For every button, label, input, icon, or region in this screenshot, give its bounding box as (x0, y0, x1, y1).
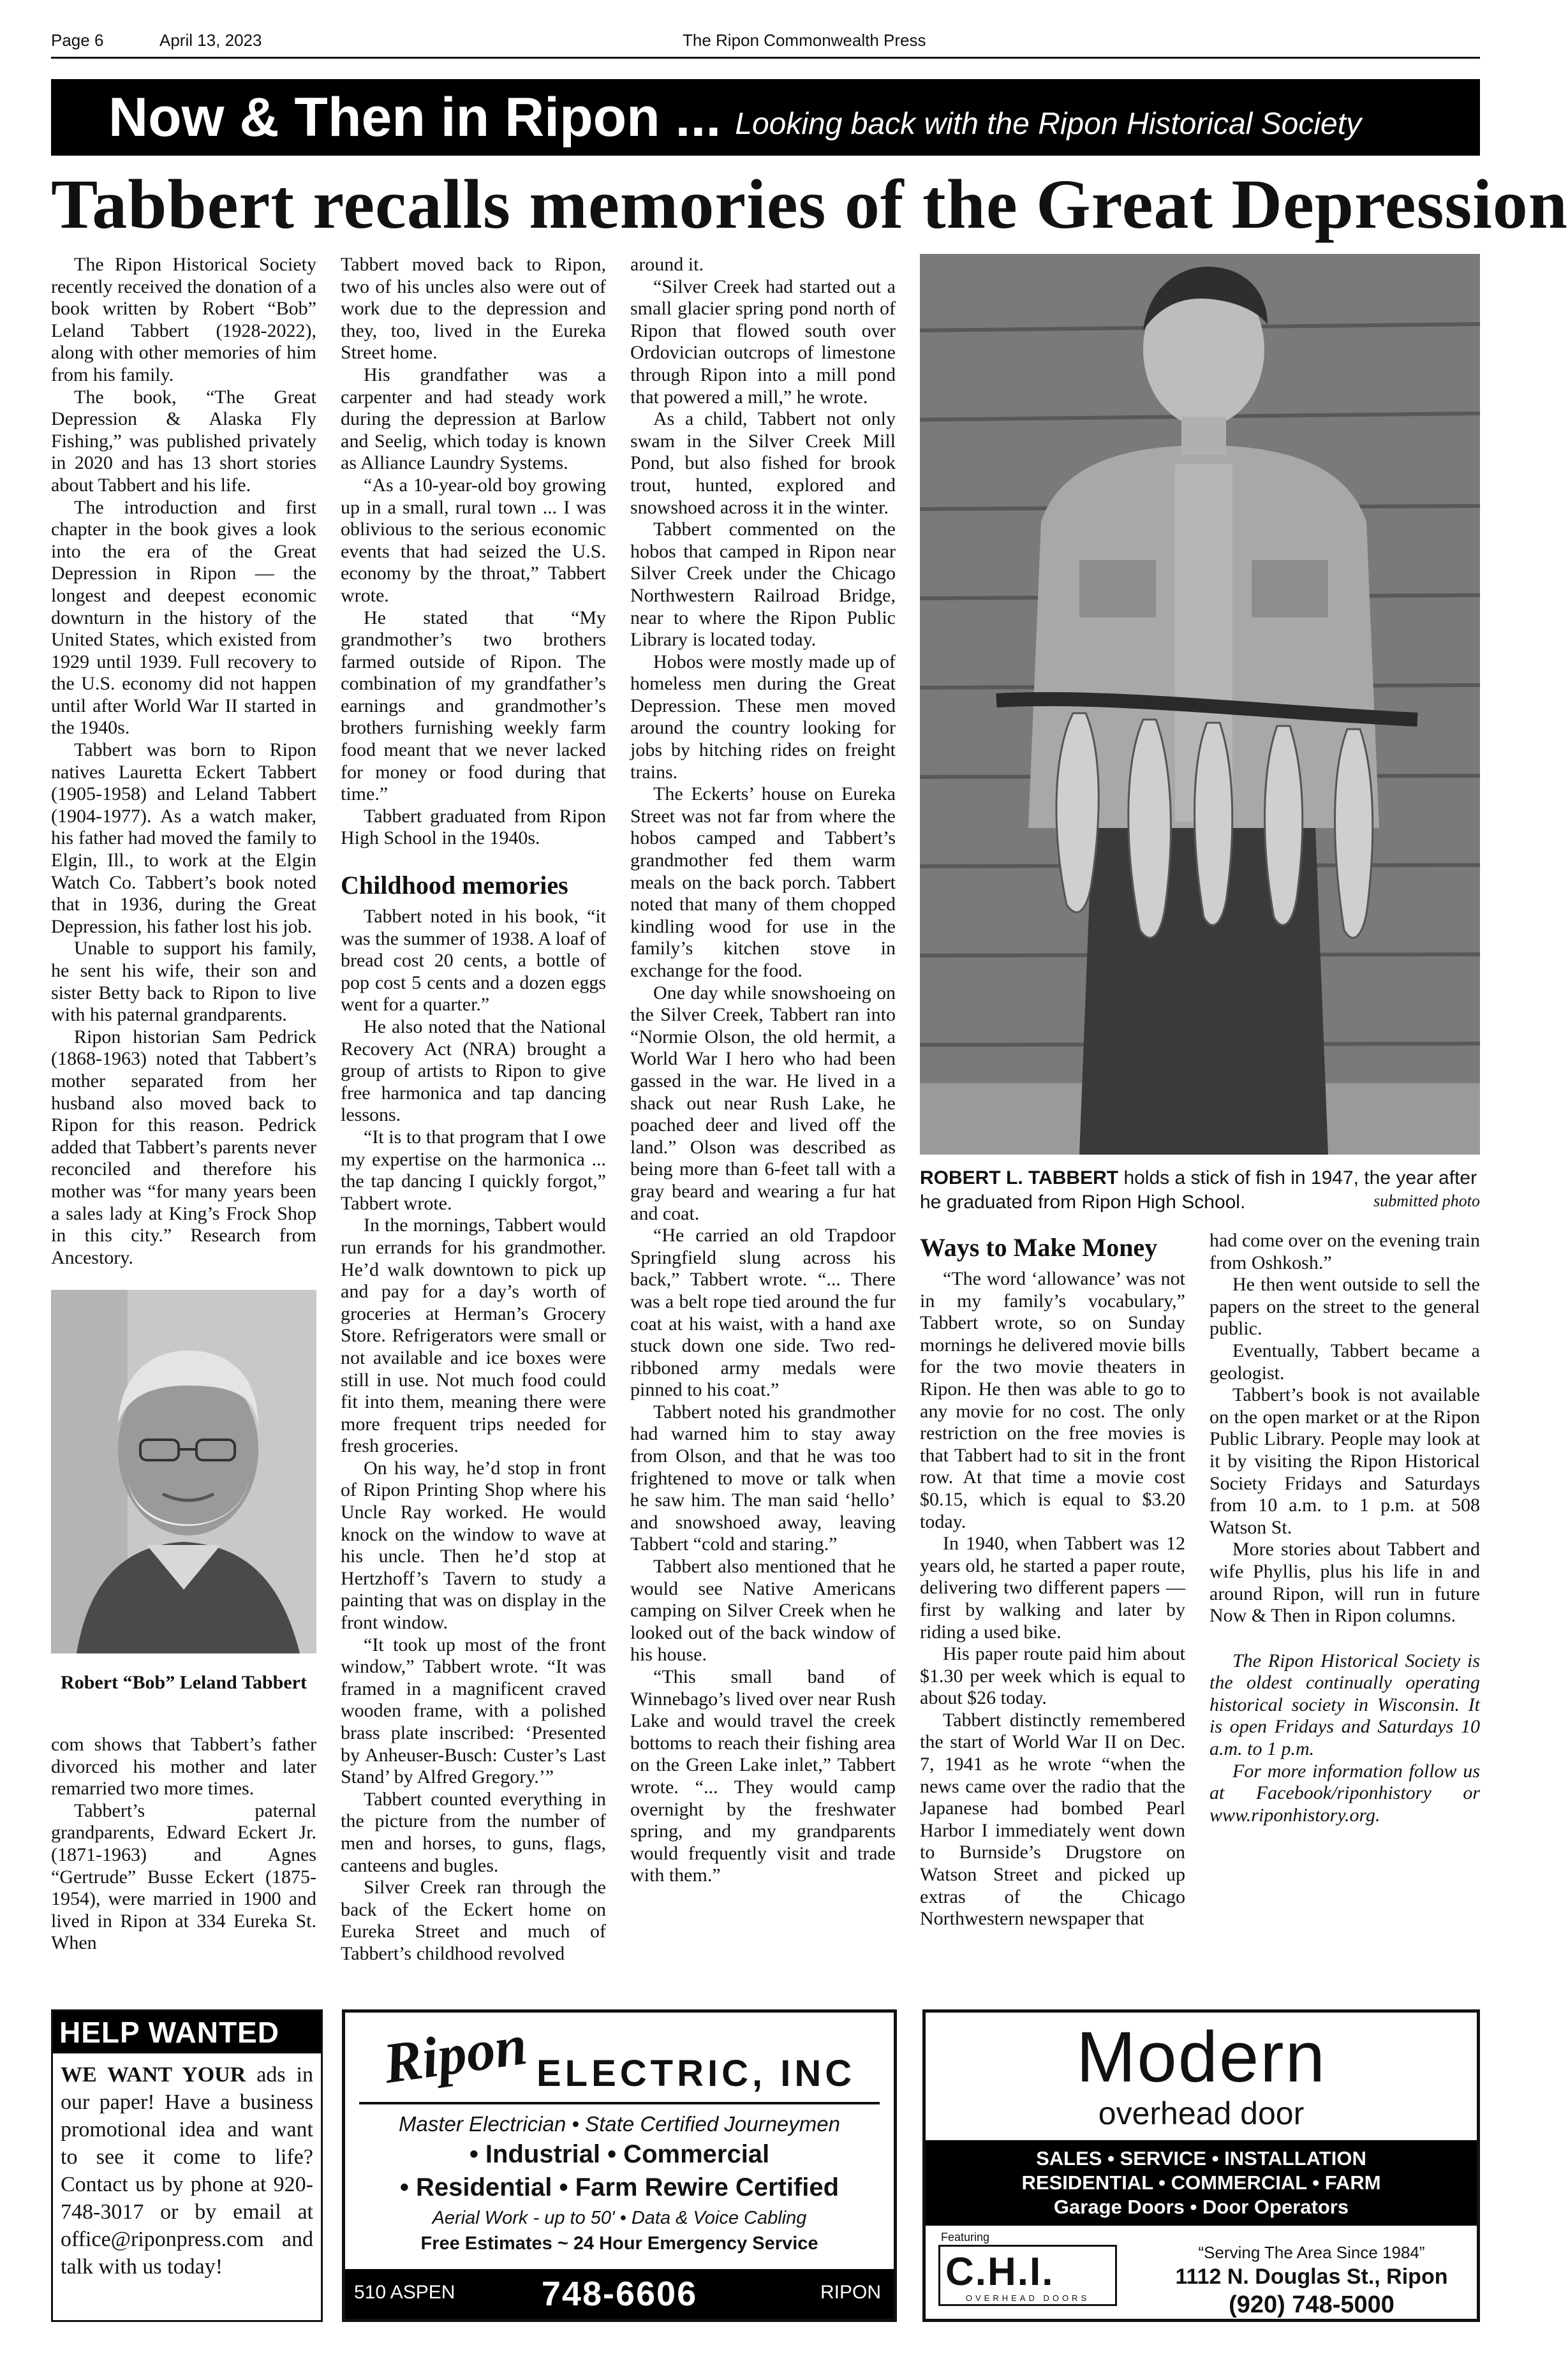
paragraph: Tabbert moved back to Ripon, two of his uncles also were out of work due to the depression and they, too, lived in the Eureka Street home. (341, 254, 606, 364)
article-headline: Tabbert recalls memories of the Great Depression (51, 165, 1568, 243)
paragraph: The book, “The Great Depression & Alaska Fly Fishing,” was published privately in 2020 and has 13 short stories about Tabbert and his life. (51, 386, 316, 496)
paragraph: Hobos were mostly made up of homeless men during the Great Depression. These men moved around the country looking for jobs by hitching rides on freight trains. (630, 651, 896, 783)
paragraph: “It is to that program that I owe my expertise on the harmonica ... the tap dancing I quickly forgot,” Tabbert wrote. (341, 1126, 606, 1214)
photo-credit: submitted photo (1373, 1192, 1480, 1210)
subheading-ways-to-make-money: Ways to Make Money (920, 1233, 1158, 1262)
paragraph: He also noted that the National Recovery Act (NRA) brought a group of artists to Ripon to give free harmonica and tap dancing lessons. (341, 1016, 606, 1126)
article-column-2 (341, 254, 606, 1964)
main-photo-illustration (920, 254, 1480, 1155)
paragraph: Tabbert graduated from Ripon High School in the 1940s. (341, 805, 606, 849)
help-wanted-text (53, 2053, 321, 2288)
services-line: Garage Doors • Door Operators (1053, 2196, 1349, 2218)
article-column-4 (920, 1230, 1185, 1944)
ripon-electric-phone: 748-6606 (541, 2275, 698, 2313)
page-folio (51, 31, 1480, 59)
section-banner (51, 79, 1480, 156)
paragraph: “He carried an old Trapdoor Springfield slung across his back,” Tabbert wrote. “... There was a belt rope tied around the fur coat at his waist, with a hand axe stuck down one side. Two red-ribboned army medals were pinned to his coat.” (630, 1225, 896, 1401)
paragraph: around it. (630, 254, 704, 275)
paragraph: The Eckerts’ house on Eureka Street was not far from where the hobos camped and Tabbert’s grandmother fed them warm meals on the back porch. Tabbert noted that many of them chopped kindling wood for use in the family’s kitchen stove in exchange for the food. (630, 783, 896, 981)
ripon-electric-line: Aerial Work - up to 50' • Data & Voice Cabling (432, 2208, 807, 2228)
paragraph: One day while snowshoeing on the Silver Creek, Tabbert ran into “Normie Olson, the old hermit, a World War I hero who had been gassed in the war. He lived in a shack out near Rush Lake, he poached deer and lived off the land.” Olson was described as being more than 6-feet tall with a gray beard and wearing a fur hat and coat. (630, 982, 896, 1224)
caption-text: holds a stick of fish in 1947, the year after he graduated from Ripon High School. (920, 1167, 1477, 1213)
article-column-3 (630, 254, 896, 1944)
paragraph: Tabbert noted in his book, “it was the summer of 1938. A loaf of bread cost 20 cents, a bottle of pop cost 5 cents and a dozen eggs went for a quarter.” (341, 906, 606, 1016)
publication-name: The Ripon Commonwealth Press (683, 31, 926, 50)
paragraph: His grandfather was a carpenter and had steady work during the depression at Barlow and Seelig, which today is known as Alliance Laundry Systems. (341, 364, 606, 474)
help-wanted-header: HELP WANTED (53, 2011, 321, 2053)
ripon-electric-logo (345, 2013, 894, 2108)
banner-title: Now & Then in Ripon ... (108, 86, 721, 148)
issue-date: April 13, 2023 (159, 31, 262, 50)
main-photo (920, 254, 1480, 1155)
help-wanted-lead: WE WANT YOUR (61, 2063, 246, 2087)
paragraph: Unable to support his family, he sent his wife, their son and sister Betty back to Ripon to live with his paternal grandparents. (51, 938, 316, 1026)
ripon-electric-line: • Residential • Farm Rewire Certified (399, 2173, 839, 2201)
paragraph: He stated that “My grandmother’s two brothers farmed outside of Ripon. The combination of my grandfather’s earnings and grandmother’s brothers furnishing weekly farm food meant that we never lacked for money or food during that time.” (341, 607, 606, 805)
paragraph: The introduction and first chapter in the book gives a look into the era of the Great Depression in Ripon — the longest and deepest economic downturn in the history of the United States, which existed from 1929 until 1939. Full recovery to the U.S. economy did not happen until after World War II started in the 1940s. (51, 496, 316, 739)
paragraph: For more information follow us at Facebook/riponhistory or www.riponhistory.org. (1209, 1760, 1480, 1826)
paragraph: “Silver Creek had started out a small glacier spring pond north of Ripon that flowed south over Ordovician outcrops of limestone through Ripon into a mill pond that powered a mill,” he wrote. (630, 276, 896, 408)
paragraph: The Ripon Historical Society recently received the donation of a book written by Robert “Bob” Leland Tabbert (1928-2022), along with other memories of him from his family. (51, 254, 316, 385)
modern-address: 1112 N. Douglas St., Ripon (1175, 2265, 1448, 2289)
paragraph: Tabbert counted everything in the picture from the number of men and horses, to guns, flags, canteens and bugles. (341, 1788, 606, 1876)
ripon-script-logo: Ripon (380, 2013, 531, 2096)
paragraph: He then went outside to sell the papers on the street to the general public. (1209, 1274, 1480, 1340)
caption-name: ROBERT L. TABBERT (920, 1167, 1119, 1188)
paragraph: “The word ‘allowance’ was not in my family’s vocabulary,” Tabbert wrote, so on Sunday mornings he delivered movie bills for the two movie theaters in Ripon. He then was able to go to any movie for no cost. The only restriction on the free movies is that Tabbert had to sit in the front row. At that time a movie cost $0.15, which is equal to $3.20 today. (920, 1268, 1185, 1532)
chi-logo-text: C.H.I. (945, 2250, 1054, 2294)
portrait-photo (51, 1290, 316, 1653)
paragraph: Tabbert commented on the hobos that camped in Ripon near Silver Creek under the Chicago Northwestern Railroad Bridge, near to where the Ripon Public Library is located today. (630, 519, 896, 651)
services-line: SALES • SERVICE • INSTALLATION (1036, 2147, 1366, 2170)
paragraph: “It took up most of the front window,” Tabbert wrote. “It was framed in a magnificent craved wooden frame, with a polished brass plate inscribed: ‘Presented by Anheuser-Busch: Custer’s Last Stand’ by Alfred Gregory.’” (341, 1634, 606, 1788)
modern-contact-info (1155, 2242, 1468, 2319)
paragraph: com shows that Tabbert’s father divorced his mother and later remarried two more times. (51, 1734, 316, 1800)
ripon-electric-line: • Industrial • Commercial (469, 2140, 770, 2168)
electric-inc-name: ELECTRIC, INC (536, 2053, 856, 2094)
ripon-electric-town: RIPON (820, 2282, 881, 2303)
paragraph: In 1940, when Tabbert was 12 years old, he started a paper route, delivering two different papers — first by walking and later by riding a used bike. (920, 1533, 1185, 1643)
main-photo-caption (920, 1166, 1480, 1215)
portrait-illustration (51, 1290, 316, 1653)
modern-services-band (926, 2140, 1477, 2226)
paragraph: Tabbert noted his grandmother had warned him to stay away from Olson, and that he was too frightened to move or talk when he saw him. The man said ‘hello’ and snowshoed away, leaving Tabbert “cold and staring.” (630, 1401, 896, 1555)
services-line: RESIDENTIAL • COMMERCIAL • FARM (1021, 2171, 1381, 2194)
help-wanted-ad (51, 2009, 323, 2322)
featuring-label: Featuring (941, 2231, 990, 2244)
article-column-1-continued (51, 1734, 316, 1954)
paragraph: Tabbert distinctly remembered the start of World War II on Dec. 7, 1941 as he wrote “when the news came over the radio that the Japanese had bombed Pearl Harbor I immediately went down to Burnside’s Drugstore on Watson Street and picked up extras of the Chicago Northwestern newspaper that (920, 1709, 1185, 1930)
paragraph: Tabbert’s paternal grandparents, Edward Eckert Jr. (1871-1963) and Agnes “Gertrude” Busse Eckert (1875-1954), were married in 1900 and lived in Ripon at 334 Eureka St. When (51, 1800, 316, 1954)
article-column-5 (1209, 1230, 1480, 1944)
society-credit (1209, 1650, 1480, 1827)
modern-phone: (920) 748-5000 (1229, 2291, 1394, 2318)
chi-logo (938, 2245, 1117, 2306)
ripon-electric-footer (345, 2269, 894, 2319)
modern-slogan: “Serving The Area Since 1984” (1198, 2243, 1425, 2262)
ripon-electric-address: 510 ASPEN (354, 2282, 455, 2303)
modern-brand: Modern (1076, 2017, 1326, 2097)
paragraph: In the mornings, Tabbert would run errands for his grandmother. He’d walk downtown to pick up and pay for a day’s worth of groceries at Herman’s Grocery Store. Refrigerators were small or not available and ice boxes were still in use. Not much food could fit into them, meaning there were more frequent trips needed for fresh groceries. (341, 1215, 606, 1457)
help-wanted-body: ads in our paper! Have a business promotional idea and want to see it come to life? Contact us by phone at 920-748-3017 or by email at office@riponpress.com and talk with us today! (61, 2063, 313, 2279)
paragraph: Ripon historian Sam Pedrick (1868-1963) noted that Tabbert’s mother separated from her husband also moved back to Ripon for this reason. Pedrick added that Tabbert’s parents never reconciled and therefore his mother was “for many years been a sales lady at King’s Frock Shop in this city.” Research from Ancestory. (51, 1026, 316, 1268)
subheading-childhood: Childhood memories (341, 871, 568, 900)
banner-subtitle: Looking back with the Ripon Historical Society (735, 107, 1362, 141)
ripon-electric-line: Free Estimates ~ 24 Hour Emergency Service (420, 2233, 818, 2254)
overhead-door-brand: overhead door (1098, 2096, 1305, 2131)
modern-overhead-door-ad (922, 2009, 1480, 2322)
paragraph: Eventually, Tabbert became a geologist. (1209, 1340, 1480, 1384)
paragraph: “This small band of Winnebago’s lived over near Rush Lake and would travel the creek bottoms to reach their fishing area on the Green Lake inlet,” Tabbert wrote. “... They would camp overnight by the freshwater spring, and my grandparents would frequently visit and trade with them.” (630, 1666, 896, 1886)
portrait-caption: Robert “Bob” Leland Tabbert (61, 1672, 307, 1693)
article-column-1 (51, 254, 316, 1275)
ripon-electric-line: Master Electrician • State Certified Journeymen (398, 2112, 840, 2136)
chi-logo-subtext: OVERHEAD DOORS (965, 2293, 1090, 2303)
paragraph: More stories about Tabbert and wife Phyllis, plus his life in and around Ripon, will run in future Now & Then in Ripon columns. (1209, 1539, 1480, 1627)
divider (359, 2102, 880, 2104)
paragraph: As a child, Tabbert not only swam in the Silver Creek Mill Pond, but also fished for brook trout, hunted, explored and snowshoed across it in the winter. (630, 408, 896, 518)
paragraph: Tabbert was born to Ripon natives Lauretta Eckert Tabbert (1905-1958) and Leland Tabbert (1904-1977). As a watch maker, his father had moved the family to Elgin, Ill., to work at the Elgin Watch Co. Tabbert’s book noted that in 1936, during the Great Depression, his father lost his job. (51, 739, 316, 937)
ripon-electric-ad (342, 2009, 897, 2322)
paragraph: Tabbert also mentioned that he would see Native Americans camping on Silver Creek when he looked out of the back window of his house. (630, 1556, 896, 1666)
paragraph: Tabbert’s book is not available on the open market or at the Ripon Public Library. People may look at it by visiting the Ripon Historical Society Fridays and Saturdays from 10 a.m. to 1 p.m. at 508 Watson St. (1209, 1384, 1480, 1538)
paragraph: “As a 10-year-old boy growing up in a small, rural town ... I was oblivious to the serious economic events that had seized the U.S. economy by the throat,” Tabbert wrote. (341, 474, 606, 606)
paragraph: The Ripon Historical Society is the oldest continually operating historical society in Wisconsin. It is open Fridays and Saturdays 10 a.m. to 1 p.m. (1209, 1650, 1480, 1760)
paragraph: Silver Creek ran through the back of the Eckert home on Eureka Street and much of Tabbert’s childhood revolved (341, 1877, 606, 1964)
paragraph: had come over on the evening train from Oshkosh.” (1209, 1230, 1480, 1273)
paragraph: On his way, he’d stop in front of Ripon Printing Shop where his Uncle Ray worked. He would knock on the window to wave at his uncle. Then he’d stop at Hertzhoff’s Tavern to study a painting that was on display in the front window. (341, 1457, 606, 1634)
page-number: Page 6 (51, 31, 104, 50)
paragraph: His paper route paid him about $1.30 per week which is equal to about $26 today. (920, 1643, 1185, 1709)
